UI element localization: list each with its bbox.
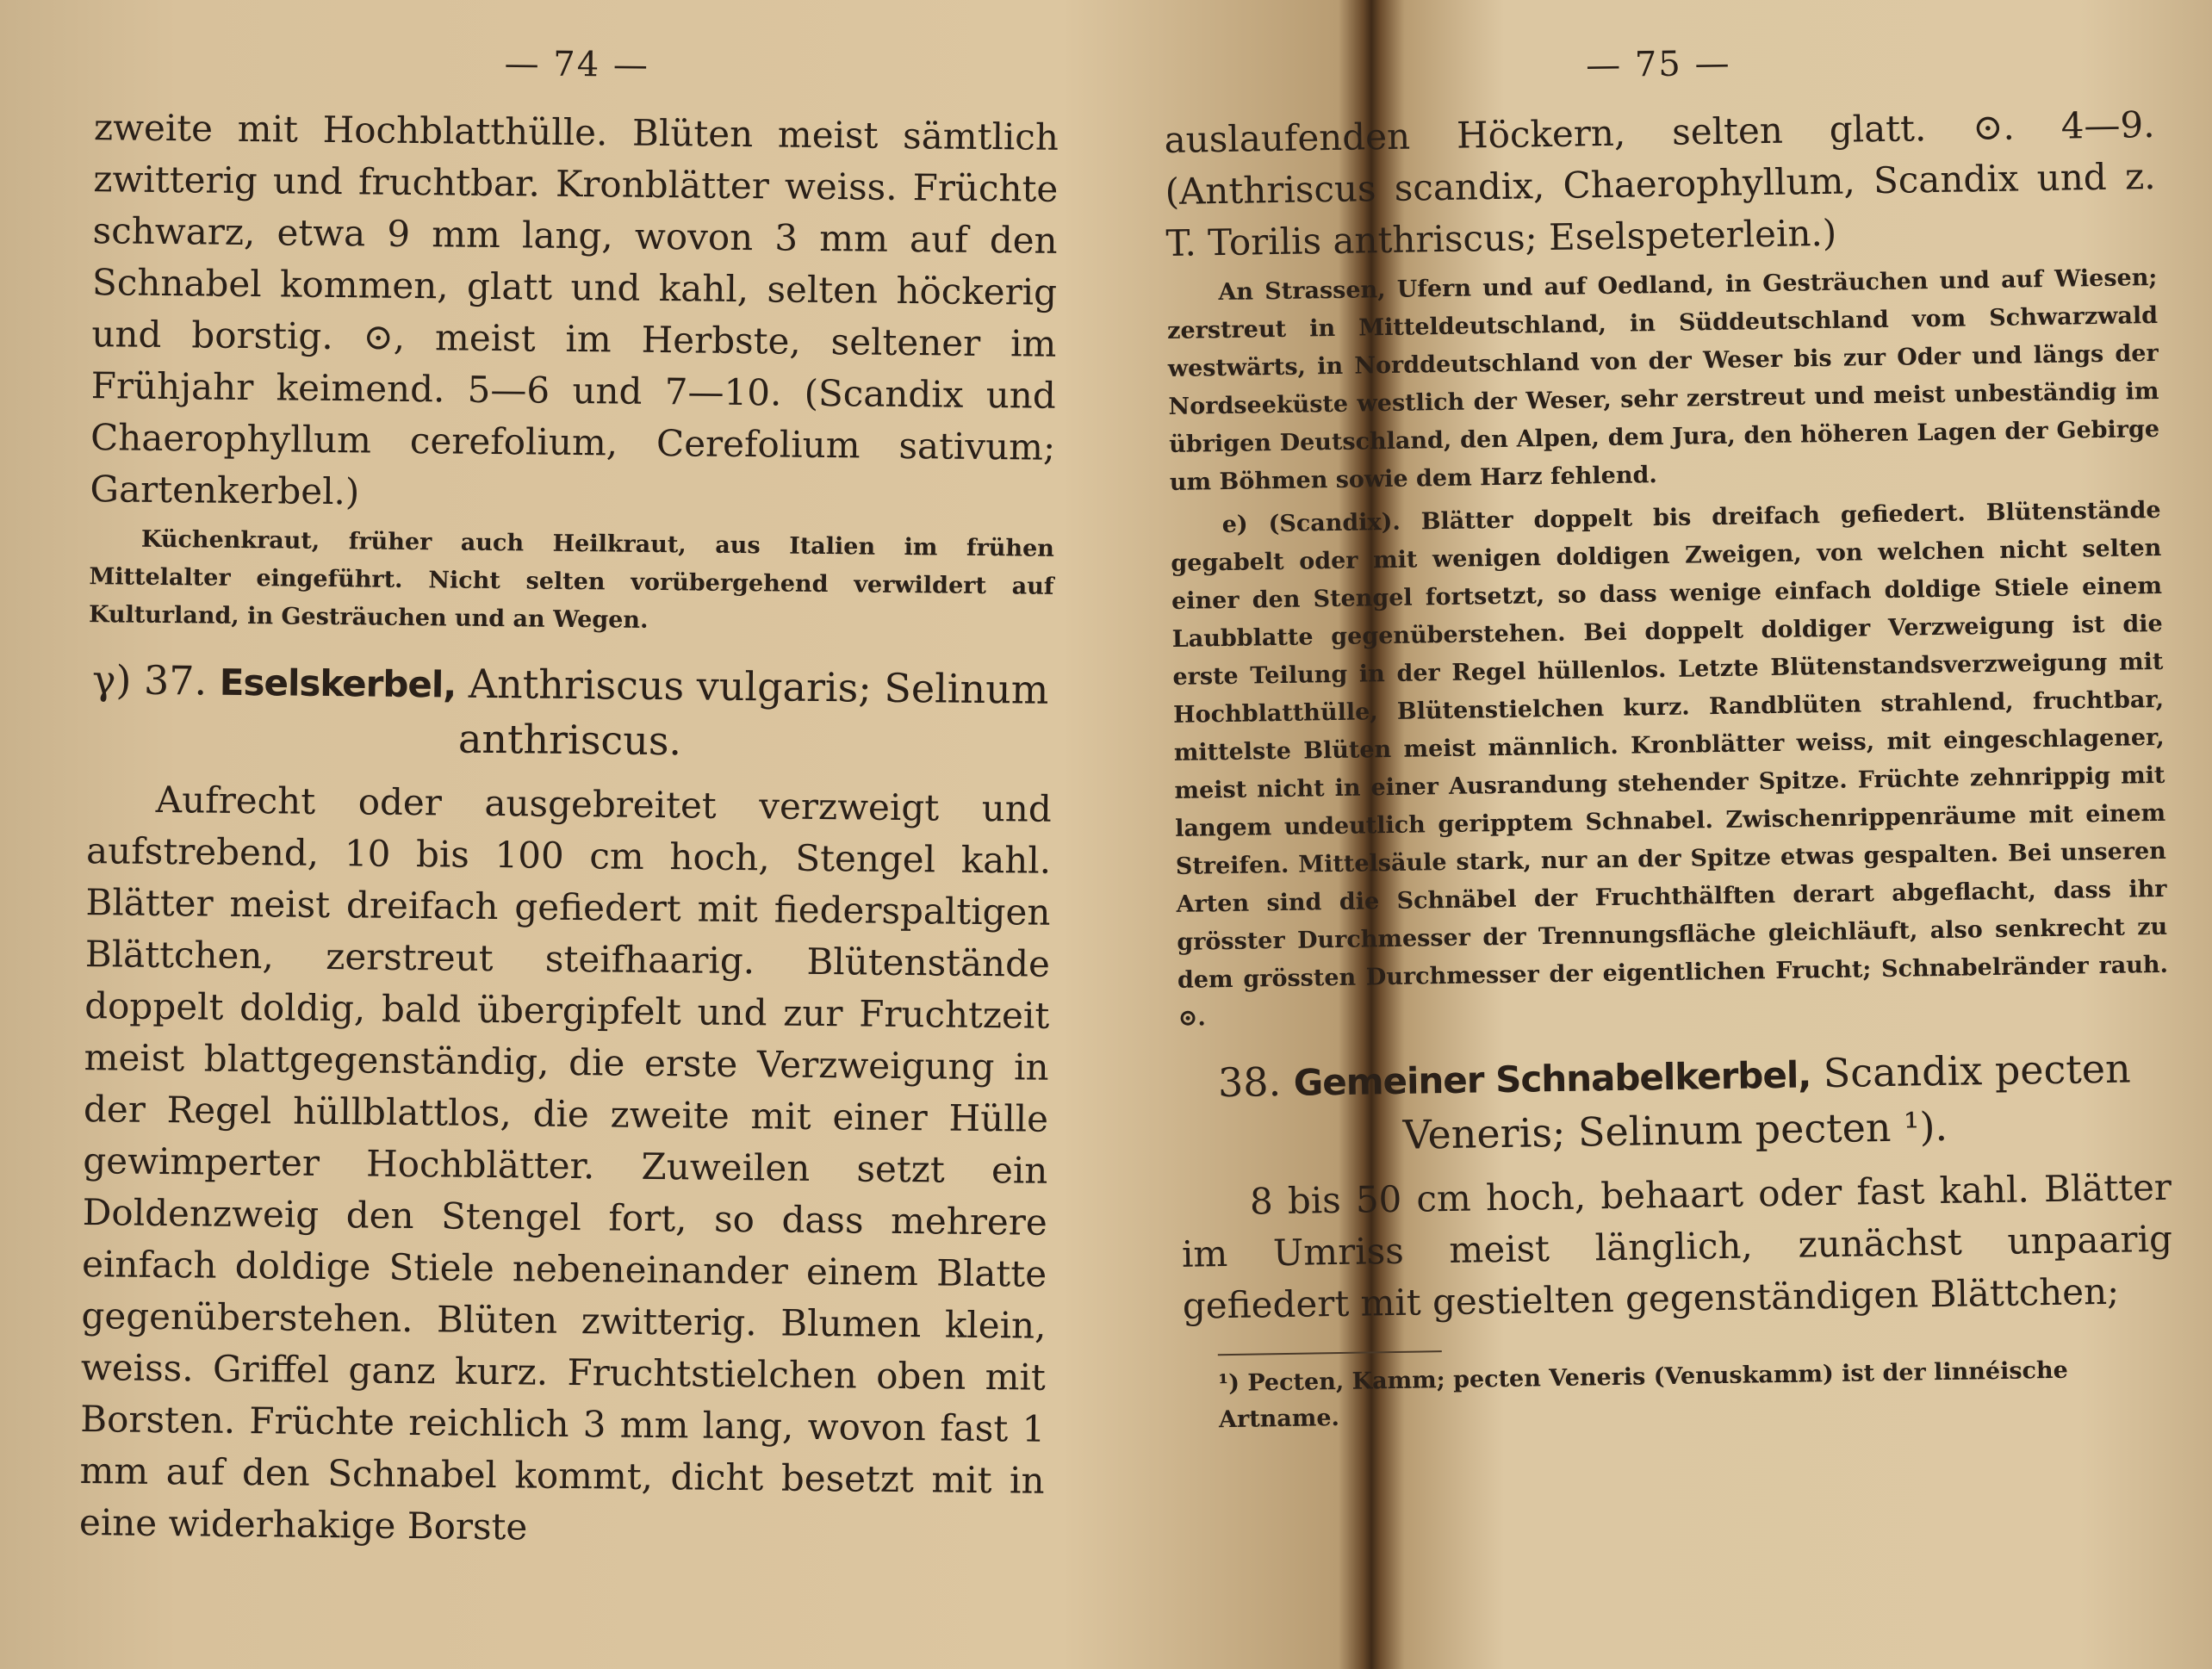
species-latin-name: Anthriscus vulgaris; Selinum anthriscus. (457, 660, 1049, 765)
paragraph: Aufrecht oder ausgebreitet verzweigt und aufstrebend, 10 bis 100 cm hoch, Stengel kahl. Blätter meist dreifach gefiedert mit fiederspaltigen Blättchen, zerstreut steifhaarig. Blütenstände doppelt doldig, bald übergipfelt und zur Fruchtzeit meist blattgegenständig, die erste Verzweigung in der Regel hüllblattlos, die zweite mit einer Hülle gewimperter Hochblätter. Zuweilen setzt ein Doldenzweig den Stengel fort, so dass mehrere einfach doldige Stiele nebeneinander einem Blatte gegenüberstehen. Blüten zwitterig. Blumen klein, weiss. Griffel ganz kurz. Fruchtstielchen oben mit Borsten. Früchte reichlich 3 mm lang, wovon fast 1 mm auf den Schnabel kommt, dicht besetzt mit in eine widerhakige Borste (78, 778, 1052, 1548)
body-text (36, 773, 1095, 1560)
paragraph: 8 bis 50 cm hoch, behaart oder fast kahl. Blätter im Umriss meist länglich, zunächst unpaarig gefiedert mit gestielten gegenständigen Blättchen; (1181, 1165, 2173, 1327)
left-page (52, 0, 1103, 1669)
species-common-name: Eselskerbel, (219, 661, 457, 706)
genus-note-text: e) (Scandix). Blätter doppelt bis dreifach gefiedert. Blütenstände gegabelt oder mit wenigen doldigen Zweigen, von welchen nicht selten einer den Stengel fortsetzt, so dass wenige einfach doldige Stiele einem Laubblatte gegenüberstehen. Bei doppelt doldiger Verzweigung ist die erste Teilung in der Regel hüllenlos. Letzte Blütenstandsverzweigung mit Hochblatthülle, Blütenstielchen kurz. Randblüten strahlend, fruchtbar, mittelste Blüten meist männlich. Kronblätter weiss, mit eingeschlagener, meist nicht in einer Ausrandung stehender Spitze. Früchte zehnrippig mit langem undeutlich geripptem Schnabel. Zwischenrippenräume mit einem Streifen. Mittelsäule stark, nur an der Spitze etwas gespalten. Bei unseren Arten sind die Schnäbel der Fruchthälften derart abgeflacht, dass ihr grösster Durchmesser der Trennungsfläche gleichläuft, also senkrecht zu dem grössten Durchmesser der eigentlichen Frucht; Schnabelränder rauh. ⊙. (1171, 496, 2169, 1032)
paragraph: auslaufenden Höckern, selten glatt. ⊙. 4—9. (Anthriscus scandix, Chaerophyllum, Scandix und z. T. Torilis anthriscus; Eselspeterlein.) (1164, 102, 2156, 265)
page-number: — 75 — (1585, 43, 1731, 86)
species-number: 38. (1217, 1058, 1282, 1107)
body-text (47, 102, 1102, 526)
footnote: ¹) Pecten, Kamm; pecten Veneris (Venuskamm) ist der linnéische Artname. (1218, 1356, 2069, 1434)
body-text (1121, 98, 2200, 270)
habitat-note (1123, 258, 2203, 503)
page-number: — 74 — (504, 44, 650, 85)
habitat-note-text: An Strassen, Ufern und auf Oedland, in Gesträuchen und auf Wiesen; zerstreut in Mitteldeutschland, in Süddeutschland vom Schwarzwald westwärts, in Norddeutschland von der Weser bis zur Oder und längs der Nordseeküste westlich der Weser, sehr zerstreut und meist unbeständig im übrigen Deutschland, den Alpen, dem Jura, den höheren Lagen der Gebirge um Böhmen sowie dem Harz fehlend. (1166, 264, 2160, 496)
habitat-note-text: Küchenkraut, früher auch Heilkraut, aus Italien im frühen Mittelalter eingeführt. Nicht selten vorübergehend verwildert auf Kulturland, in Gesträuchen und an Wegen. (88, 525, 1055, 634)
species-heading (44, 653, 1096, 772)
right-page (1120, 0, 2196, 1669)
species-latin-name: Scandix pecten Veneris; Selinum pecten ¹). (1402, 1045, 2132, 1158)
species-number: γ) 37. (91, 656, 208, 704)
genus-note (1127, 491, 2212, 1039)
habitat-note (46, 520, 1097, 645)
body-text (1138, 1161, 2212, 1333)
paragraph: zweite mit Hochblatthülle. Blüten meist sämtlich zwitterig und fruchtbar. Kronblätter weiss. Früchte schwarz, etwa 9 mm lang, wovon 3 mm auf den Schnabel kommen, glatt und kahl, selten höckerig und borstig. ⊙, meist im Herbste, seltener im Frühjahr keimend. 5—6 und 7—10. (Scandix und Chaerophyllum cerefolium, Cerefolium sativum; Gartenkerbel.) (90, 106, 1059, 513)
species-common-name: Gemeiner Schnabelkerbel, (1293, 1053, 1811, 1104)
footnote-rule (1218, 1350, 1442, 1356)
species-heading (1135, 1040, 2212, 1166)
